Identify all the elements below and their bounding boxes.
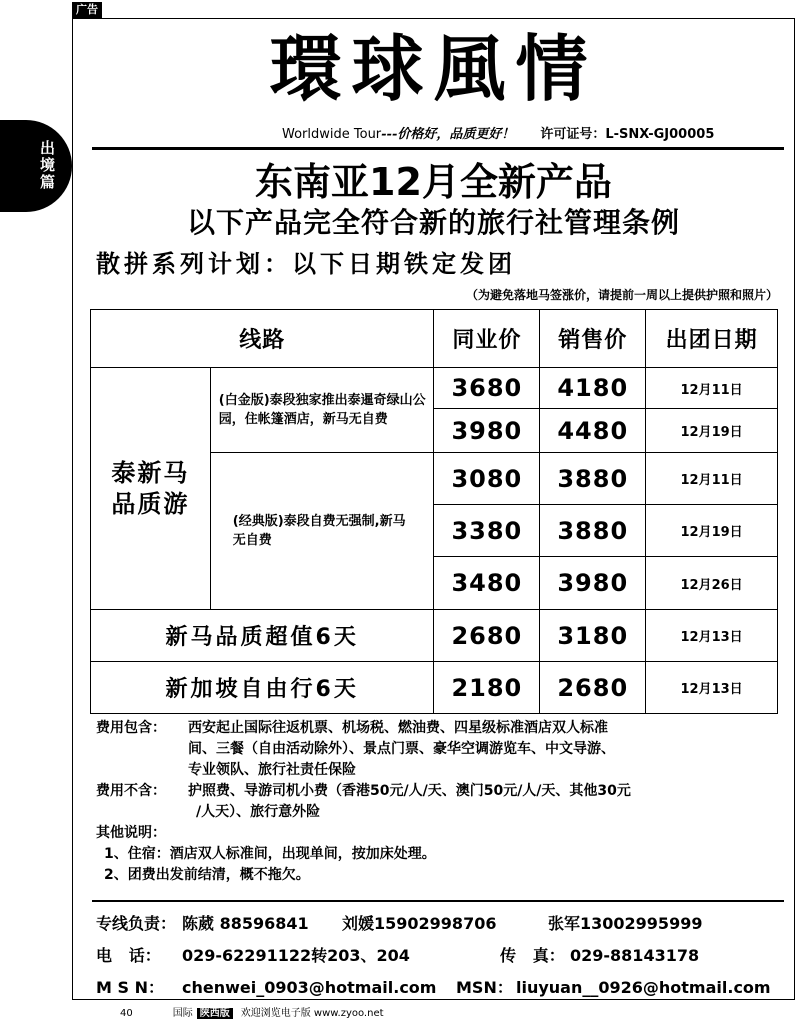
departure-date: 12月11日	[646, 453, 778, 505]
classic-description: (经典版)泰段自费无强制,新马无自费	[210, 453, 434, 610]
fee-includes-text	[188, 718, 786, 781]
contact-person: 刘媛15902998706	[342, 914, 497, 933]
page-number: 40	[120, 1008, 133, 1019]
fax-label: 传 真：	[500, 946, 565, 965]
fax-number: 029-88143178	[570, 946, 700, 965]
fee-includes-line: 专业领队、旅行社责任保险	[188, 762, 356, 778]
fee-excludes-line: 护照费、导游司机小费（香港50元/人/天、澳门50元/人/天、其他30元	[188, 783, 631, 799]
retail-price: 4480	[540, 409, 646, 453]
ad-tag: 广告	[72, 2, 102, 18]
table-row	[91, 610, 778, 662]
fee-includes-label: 费用包含：	[96, 720, 166, 736]
page-footer	[120, 1004, 384, 1019]
header-retail-price: 销售价	[540, 310, 646, 368]
price-table	[90, 309, 778, 714]
other-note: 2、团费出发前结清，概不拖欠。	[104, 867, 310, 883]
title-subline	[282, 123, 714, 142]
msn-label-2: MSN：	[456, 978, 513, 997]
departure-date: 12月19日	[646, 505, 778, 557]
departure-date: 12月13日	[646, 662, 778, 714]
fee-excludes-text	[188, 781, 786, 823]
msn-address[interactable]: chenwei_0903@hotmail.com	[182, 978, 437, 997]
contact-person: 陈葳 88596841	[182, 914, 309, 933]
fee-includes-line: 西安起止国际往返机票、机场税、燃油费、四星级标准酒店双人标准	[188, 720, 608, 736]
retail-price: 2680	[540, 662, 646, 714]
table-row	[91, 368, 778, 409]
contact-persons	[96, 908, 786, 940]
table-header-row	[91, 310, 778, 368]
fee-excludes-line: /人天）、旅行意外险	[196, 804, 321, 820]
departure-date: 12月26日	[646, 557, 778, 610]
headline-sub: 以下产品完全符合新的旅行社管理条例	[186, 206, 680, 239]
fee-includes	[96, 718, 786, 781]
trade-price: 2680	[434, 610, 540, 662]
departure-date: 12月13日	[646, 610, 778, 662]
retail-price: 3880	[540, 453, 646, 505]
side-tab-label: 出境篇	[40, 139, 56, 191]
phone-label: 电 话：	[96, 946, 161, 965]
page-title: 環球風情	[269, 26, 598, 111]
terms-section	[96, 718, 786, 886]
departure-date: 12月11日	[646, 368, 778, 409]
contact-phones	[96, 940, 786, 972]
contact-msn	[96, 972, 786, 1004]
retail-price: 3180	[540, 610, 646, 662]
headline-plan: 散拼系列计划：以下日期铁定发团	[96, 250, 516, 278]
platinum-description: (白金版)泰段独家推出泰暹奇绿山公园，住帐篷酒店，新马无自费	[210, 368, 434, 453]
trade-price: 3980	[434, 409, 540, 453]
edition-badge: 陕西版	[197, 1008, 233, 1019]
contacts-section	[96, 908, 786, 1004]
footer-section: 国际	[172, 1008, 193, 1019]
headline-main: 东南亚12月全新产品	[255, 160, 612, 204]
route-singapore-free: 新加坡自由行6天	[91, 662, 434, 714]
charge-label: 专线负责：	[96, 914, 177, 933]
fee-includes-line: 间、三餐（自由活动除外）、景点门票、豪华空调游览车、中文导游、	[188, 741, 615, 757]
contacts-divider	[92, 900, 784, 902]
retail-price: 3880	[540, 505, 646, 557]
english-title: Worldwide Tour	[282, 127, 382, 142]
side-tab-outbound	[0, 120, 72, 212]
slogan: ---价格好，品质更好！	[381, 127, 515, 142]
header-route: 线路	[91, 310, 434, 368]
header-divider	[92, 147, 784, 150]
route-thai-sg-my: 泰新马 品质游	[91, 368, 211, 610]
contact-person: 张军13002995999	[548, 914, 703, 933]
route-sg-my-value: 新马品质超值6天	[91, 610, 434, 662]
header-departure-date: 出团日期	[646, 310, 778, 368]
trade-price: 2180	[434, 662, 540, 714]
trade-price: 3680	[434, 368, 540, 409]
other-note: 1、住宿：酒店双人标准间，出现单间，按加床处理。	[104, 846, 436, 862]
other-notes-label: 其他说明：	[96, 825, 166, 841]
phone-number: 029-62291122转203、204	[182, 946, 410, 965]
header-trade-price: 同业价	[434, 310, 540, 368]
trade-price: 3080	[434, 453, 540, 505]
table-row	[91, 662, 778, 714]
retail-price: 3980	[540, 557, 646, 610]
departure-date: 12月19日	[646, 409, 778, 453]
msn-label: M S N：	[96, 978, 164, 997]
trade-price: 3380	[434, 505, 540, 557]
fee-excludes-label: 费用不含：	[96, 783, 166, 799]
visa-note: （为避免落地马签涨价，请提前一周以上提供护照和照片）	[465, 288, 778, 302]
footer-promo[interactable]: 欢迎浏览电子版 www.zyoo.net	[240, 1008, 384, 1019]
trade-price: 3480	[434, 557, 540, 610]
fee-excludes	[96, 781, 786, 823]
msn-address[interactable]: liuyuan__0926@hotmail.com	[516, 978, 771, 997]
license-number: 许可证号：L-SNX-GJ00005	[540, 127, 715, 142]
retail-price: 4180	[540, 368, 646, 409]
